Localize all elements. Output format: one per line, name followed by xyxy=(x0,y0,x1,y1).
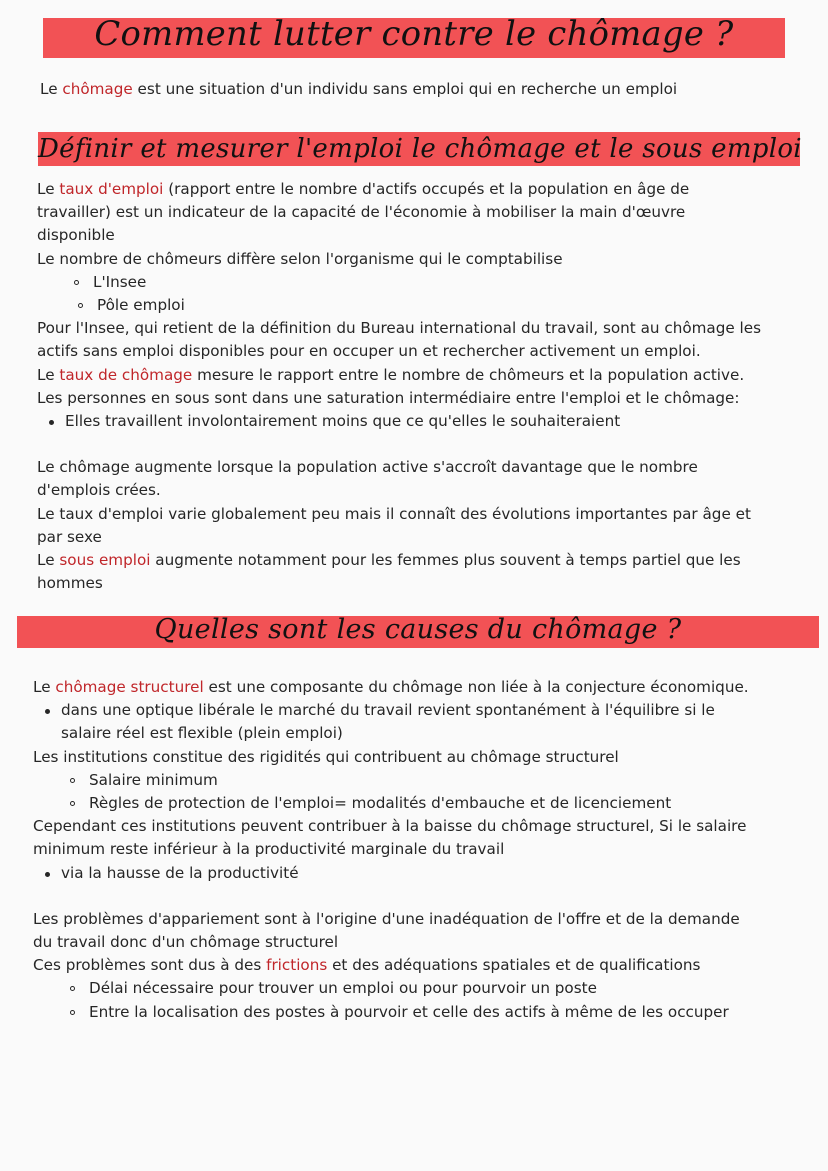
text-line: actifs sans emploi disponibles pour en occuper un et rechercher activement un emploi. xyxy=(37,342,701,361)
list-item: via la hausse de la productivité xyxy=(61,862,749,885)
term-sous-emploi: sous emploi xyxy=(59,551,151,569)
page-title: Comment lutter contre le chômage ? xyxy=(94,14,734,53)
list-item: Elles travaillent involontairement moins que ce qu'elles le souhaiteraient xyxy=(65,410,761,433)
section1-body xyxy=(37,178,761,595)
term-taux-chomage: taux de chômage xyxy=(59,365,193,384)
term-taux-emploi: taux d'emploi xyxy=(59,180,164,198)
list-item-continuation: salaire réel est flexible (plein emploi) xyxy=(61,724,343,743)
term-frictions: frictions xyxy=(266,956,328,975)
text-line: Le chômage augmente lorsque la population active s'accroît davantage que le nombre xyxy=(37,458,698,477)
text-line: travailler) est un indicateur de la capacité de l'économie à mobiliser la main d'œuvre xyxy=(37,203,686,222)
list-item: dans une optique libérale le marché du travail revient spontanément à l'équilibre si le xyxy=(61,699,749,722)
text-line: minimum reste inférieur à la productivité marginale du travail xyxy=(33,840,505,859)
list-item: L'Insee xyxy=(93,271,761,294)
text-line: Les institutions constitue des rigidités qui contribuent au chômage structurel xyxy=(33,747,619,766)
text-line: Le taux d'emploi varie globalement peu mais il connaît des évolutions importantes par âge et xyxy=(37,504,751,523)
text-line: Le sous emploi augmente notamment pour les femmes plus souvent à temps partiel que les xyxy=(37,551,741,569)
list-item: Délai nécessaire pour trouver un emploi ou pour pourvoir un poste xyxy=(89,977,749,1000)
text-line: disponible xyxy=(37,226,115,245)
text-line: Pour l'Insee, qui retient de la définition du Bureau international du travail, sont au chômage les xyxy=(37,319,762,338)
text-line: hommes xyxy=(37,574,103,593)
term-chomage: chômage xyxy=(62,80,133,98)
list-item: Salaire minimum xyxy=(89,769,749,792)
text-line: par sexe xyxy=(37,527,102,546)
list-item: Entre la localisation des postes à pourvoir et celle des actifs à même de les occuper xyxy=(89,1001,749,1024)
intro-text-rest: est une situation d'un individu sans emploi qui en recherche un emploi xyxy=(132,80,678,98)
text-line: Le nombre de chômeurs diffère selon l'organisme qui le comptabilise xyxy=(37,249,563,268)
text-line: Le taux de chômage mesure le rapport entre le nombre de chômeurs et la population active. xyxy=(37,365,745,384)
text-line: Ces problèmes sont dus à des frictions et des adéquations spatiales et de qualifications xyxy=(33,956,701,975)
section2-body xyxy=(33,676,749,1024)
intro-text: Le xyxy=(40,80,63,98)
text-line: Les problèmes d'appariement sont à l'origine d'une inadéquation de l'offre et de la demande xyxy=(33,909,740,928)
intro-paragraph xyxy=(40,78,677,101)
text-line: du travail donc d'un chômage structurel xyxy=(33,933,339,952)
text-line: Le chômage structurel est une composante du chômage non liée à la conjecture économique. xyxy=(33,678,749,696)
text-line: d'emplois crées. xyxy=(37,481,161,500)
list-item: Pôle emploi xyxy=(97,294,761,317)
text-line: Le taux d'emploi (rapport entre le nombre d'actifs occupés et la population en âge de xyxy=(37,180,690,198)
section2-heading: Quelles sont les causes du chômage ? xyxy=(154,614,682,645)
section1-heading: Définir et mesurer l'emploi le chômage et le sous emploi xyxy=(38,134,802,164)
term-chomage-structurel: chômage structurel xyxy=(55,678,204,696)
text-line: Les personnes en sous sont dans une saturation intermédiaire entre l'emploi et le chômage: xyxy=(37,388,740,407)
text-line: Cependant ces institutions peuvent contribuer à la baisse du chômage structurel, Si le salaire xyxy=(33,817,747,836)
list-item: Règles de protection de l'emploi= modalités d'embauche et de licenciement xyxy=(89,792,749,815)
